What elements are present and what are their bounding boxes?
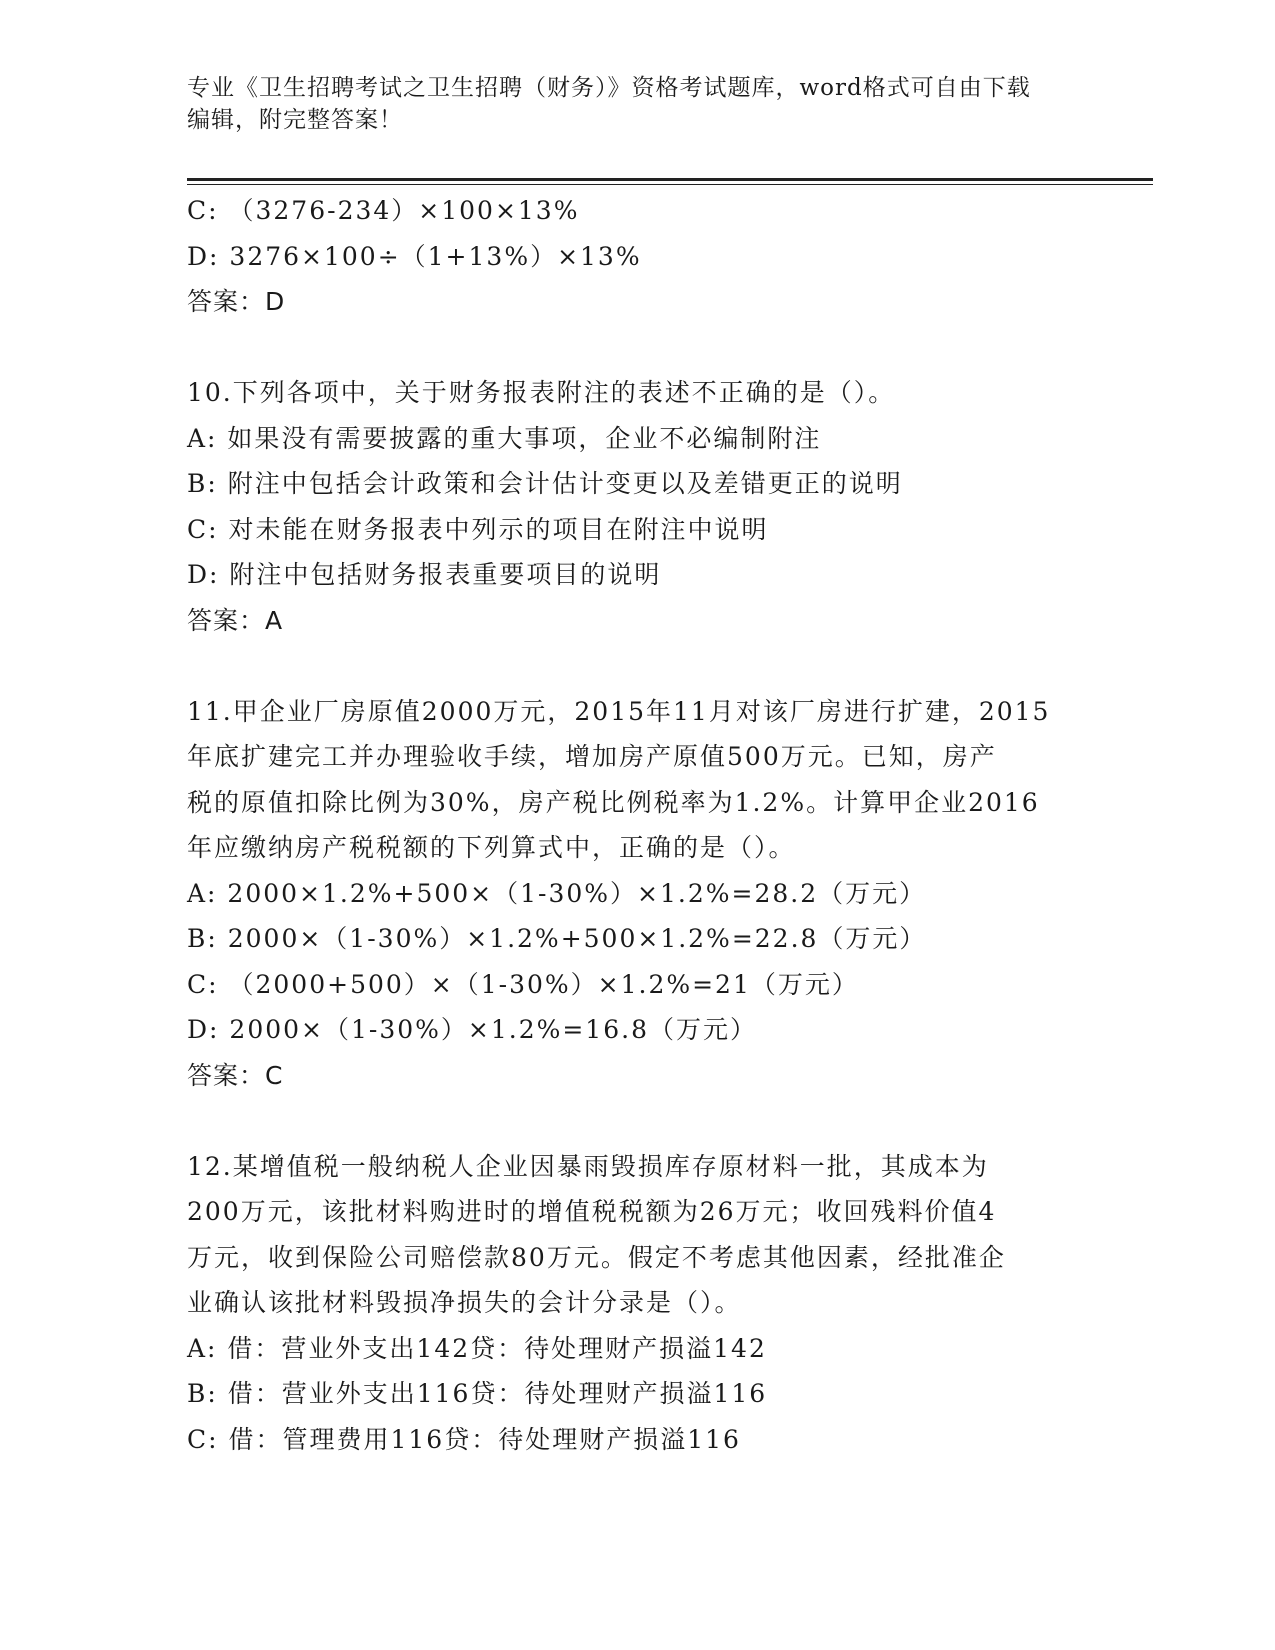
option-b: B: 2000×（1-30%）×1.2%+500×1.2%=22.8（万元） xyxy=(187,924,927,953)
option-c: C: （2000+500）×（1-30%）×1.2%=21（万元） xyxy=(187,969,859,999)
option-d: D: 3276×100÷（1+13%）×13% xyxy=(187,241,642,271)
question-stem-line-1: 12.某增值税一般纳税人企业因暴雨毁损库存原材料一批，其成本为 xyxy=(187,1151,989,1181)
question-stem-line-3: 万元，收到保险公司赔偿款80万元。假定不考虑其他因素，经批准企 xyxy=(187,1242,1006,1272)
option-d: D: 2000×（1-30%）×1.2%=16.8（万元） xyxy=(187,1015,757,1044)
answer: 答案：D xyxy=(187,287,286,316)
header-divider-thin xyxy=(187,184,1153,185)
question-stem-line-2: 年底扩建完工并办理验收手续，增加房产原值500万元。已知，房产 xyxy=(187,742,997,771)
header-line-2: 编辑，附完整答案！ xyxy=(187,107,403,133)
question-stem-line-2: 200万元，该批材料购进时的增值税税额为26万元；收回残料价值4 xyxy=(187,1197,997,1226)
option-a: A: 2000×1.2%+500×（1-30%）×1.2%=28.2（万元） xyxy=(187,878,927,908)
question-block-10 xyxy=(187,370,1087,643)
question-block-prev xyxy=(187,188,1087,325)
answer: 答案：A xyxy=(187,605,284,635)
option-c: C: （3276-234）×100×13% xyxy=(187,196,580,225)
option-d: D: 附注中包括财务报表重要项目的说明 xyxy=(187,560,662,589)
option-a: A: 借：营业外支出142贷：待处理财产损溢142 xyxy=(187,1333,767,1363)
option-c: C: 借：管理费用116贷：待处理财产损溢116 xyxy=(187,1424,741,1454)
option-b: B: 附注中包括会计政策和会计估计变更以及差错更正的说明 xyxy=(187,469,903,498)
question-stem-line-1: 11.甲企业厂房原值2000万元，2015年11月对该厂房进行扩建，2015 xyxy=(187,696,1051,726)
question-stem: 10.下列各项中，关于财务报表附注的表述不正确的是（）。 xyxy=(187,378,896,407)
header-divider-thick xyxy=(187,178,1153,181)
page-content xyxy=(187,188,1087,1462)
header-line-1: 专业《卫生招聘考试之卫生招聘（财务）》资格考试题库，word格式可自由下载 xyxy=(187,75,1031,101)
question-stem-line-4: 年应缴纳房产税税额的下列算式中，正确的是（）。 xyxy=(187,833,796,862)
question-stem-line-4: 业确认该批材料毁损净损失的会计分录是（）。 xyxy=(187,1288,742,1317)
option-a: A: 如果没有需要披露的重大事项，企业不必编制附注 xyxy=(187,423,822,453)
option-b: B: 借：营业外支出116贷：待处理财产损溢116 xyxy=(187,1379,768,1408)
question-block-11 xyxy=(187,689,1087,1099)
option-c: C: 对未能在财务报表中列示的项目在附注中说明 xyxy=(187,514,769,544)
question-block-12 xyxy=(187,1144,1087,1463)
answer: 答案：C xyxy=(187,1060,284,1090)
page-header xyxy=(187,72,1087,136)
question-stem-line-3: 税的原值扣除比例为30%，房产税比例税率为1.2%。计算甲企业2016 xyxy=(187,787,1040,817)
